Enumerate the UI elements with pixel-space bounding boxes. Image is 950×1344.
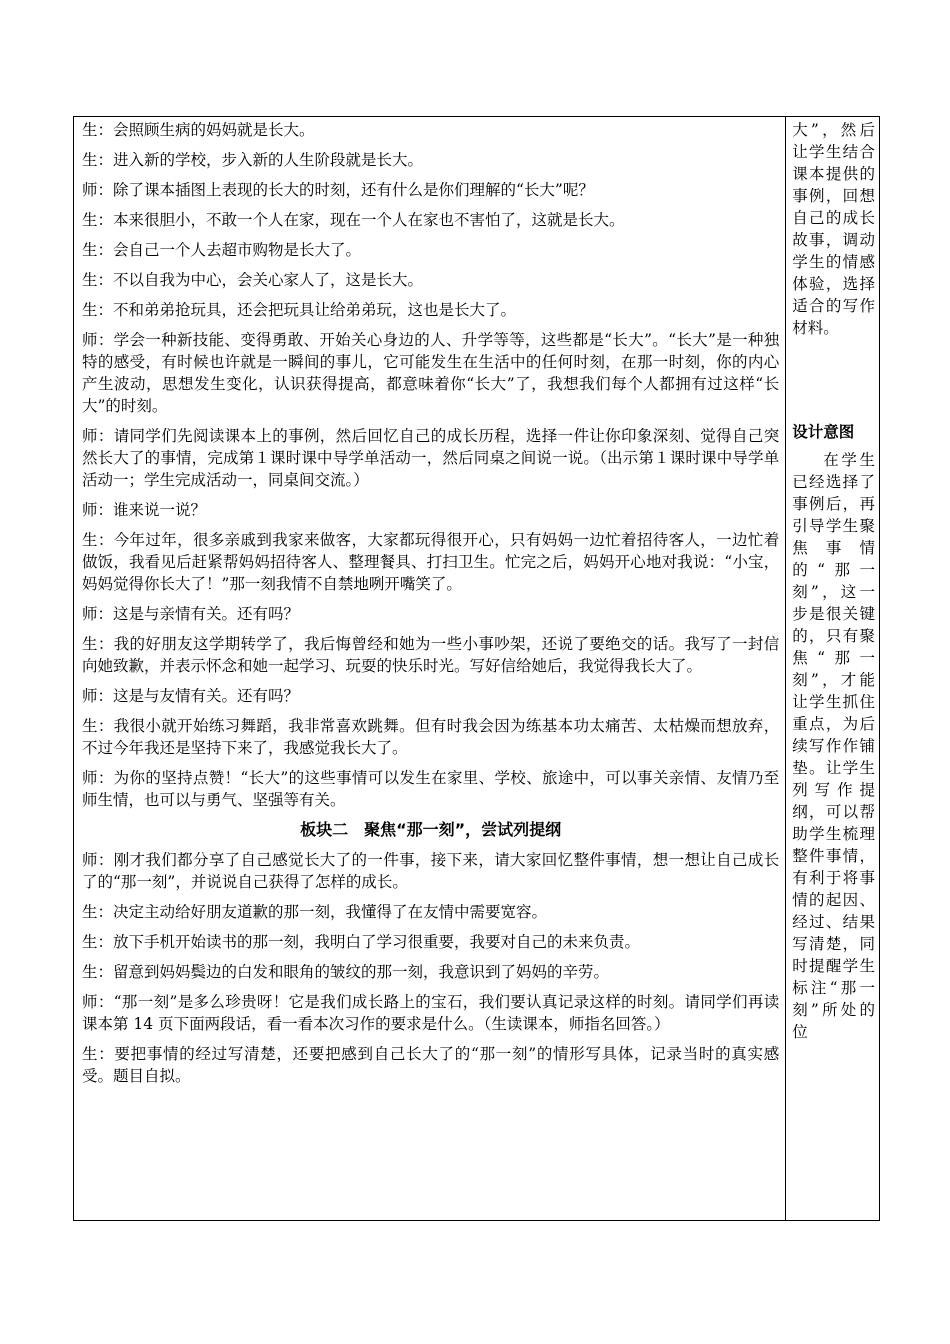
dialogue-line: 师：“那一刻”是多么珍贵呀！它是我们成长路上的宝石，我们要认真记录这样的时刻。请同学们再读课本第 14 页下面两段话，看一看本次习作的要求是什么。（生读课本，师指名回答。） (82, 993, 780, 1033)
dialogue-line: 生：我的好朋友这学期转学了，我后悔曾经和她为一些小事吵架，还说了要绝交的话。我写了一封信向她致歉，并表示怀念和她一起学习、玩耍的快乐时光。写好信给她后，我觉得我长大了。 (82, 635, 780, 675)
design-intent-column (786, 117, 879, 1220)
dialogue-line: 师：谁来说一说？ (82, 501, 207, 519)
dialogue-line: 生：放下手机开始读书的那一刻，我明白了学习很重要，我要对自己的未来负责。 (82, 933, 641, 951)
dialogue-line: 生：要把事情的经过写清楚，还要把感到自己长大了的“那一刻”的情形写具体，记录当时的真实感受。题目自拟。 (82, 1045, 780, 1085)
design-intent-text: 在学生已经选择了事例后，再引导学生聚焦事情的“那一刻”，这一步是很关键的，只有聚焦“那一刻”，才能让学生抓住重点，为后续写作作铺垫。让学生列写作提纲，可以帮助学生梳理整件事情，有利于将事情的起因、经过、结果写清楚，同时提醒学生标注“那一刻”所处的位 (792, 451, 875, 1041)
dialogue-line: 生：决定主动给好朋友道歉的那一刻，我懂得了在友情中需要宽容。 (82, 903, 548, 921)
design-intent-heading: 设计意图 (792, 423, 855, 441)
dialogue-line: 生：我很小就开始练习舞蹈，我非常喜欢跳舞。但有时我会因为练基本功太痛苦、太枯燥而想放弃，不过今年我还是坚持下来了，我感觉我长大了。 (82, 717, 780, 757)
dialogue-line: 生：会自己一个人去超市购物是长大了。 (82, 241, 362, 259)
dialogue-line: 生：不以自我为中心，会关心家人了，这是长大。 (82, 271, 424, 289)
side-note-continued: 大”，然后让学生结合课本提供的事例，回想自己的成长故事，调动学生的情感体验，选择适合的写作材料。 (792, 121, 875, 337)
dialogue-line: 生：进入新的学校，步入新的人生阶段就是长大。 (82, 151, 424, 169)
dialogue-line: 师：这是与亲情有关。还有吗？ (82, 605, 300, 623)
lesson-table (73, 116, 880, 1221)
section-heading: 板块二 聚焦“那一刻”，尝试列提纲 (300, 820, 562, 839)
dialogue-line: 师：刚才我们都分享了自己感觉长大了的一件事，接下来，请大家回忆整件事情，想一想让自己成长了的“那一刻”，并说说自己获得了怎样的成长。 (82, 851, 780, 891)
dialogue-line: 生：本来很胆小，不敢一个人在家，现在一个人在家也不害怕了，这就是长大。 (82, 211, 625, 229)
main-content-column (74, 117, 786, 1220)
dialogue-line: 师：这是与友情有关。还有吗？ (82, 687, 300, 705)
dialogue-line: 生：不和弟弟抢玩具，还会把玩具让给弟弟玩，这也是长大了。 (82, 301, 517, 319)
dialogue-line: 师：为你的坚持点赞！“长大”的这些事情可以发生在家里、学校、旅途中，可以事关亲情、友情乃至师生情，也可以与勇气、坚强等有关。 (82, 769, 780, 809)
dialogue-line: 师：请同学们先阅读课本上的事例，然后回忆自己的成长历程，选择一件让你印象深刻、觉得自己突然长大了的事情，完成第１课时课中导学单活动一，然后同桌之间说一说。（出示第１课时课中导学单活动一；学生完成活动一，同桌间交流。） (82, 427, 780, 489)
dialogue-line: 师：学会一种新技能、变得勇敢、开始关心身边的人、升学等等，这些都是“长大”。“长大”是一种独特的感受，有时候也许就是一瞬间的事儿，它可能发生在生活中的任何时刻，在那一时刻，你的内心产生波动，思想发生变化，认识获得提高，都意味着你“长大”了，我想我们每个人都拥有过这样“长大”的时刻。 (82, 331, 780, 415)
dialogue-line: 生：留意到妈妈鬓边的白发和眼角的皱纹的那一刻，我意识到了妈妈的辛劳。 (82, 963, 610, 981)
dialogue-line: 生：今年过年，很多亲戚到我家来做客，大家都玩得很开心，只有妈妈一边忙着招待客人，一边忙着做饭，我看见后赶紧帮妈妈招待客人、整理餐具、打扫卫生。忙完之后，妈妈开心地对我说：“小宝，妈妈觉得你长大了！”那一刻我情不自禁地咧开嘴笑了。 (82, 531, 780, 593)
dialogue-line: 师：除了课本插图上表现的长大的时刻，还有什么是你们理解的“长大”呢？ (82, 181, 594, 199)
dialogue-line: 生：会照顾生病的妈妈就是长大。 (82, 121, 315, 139)
